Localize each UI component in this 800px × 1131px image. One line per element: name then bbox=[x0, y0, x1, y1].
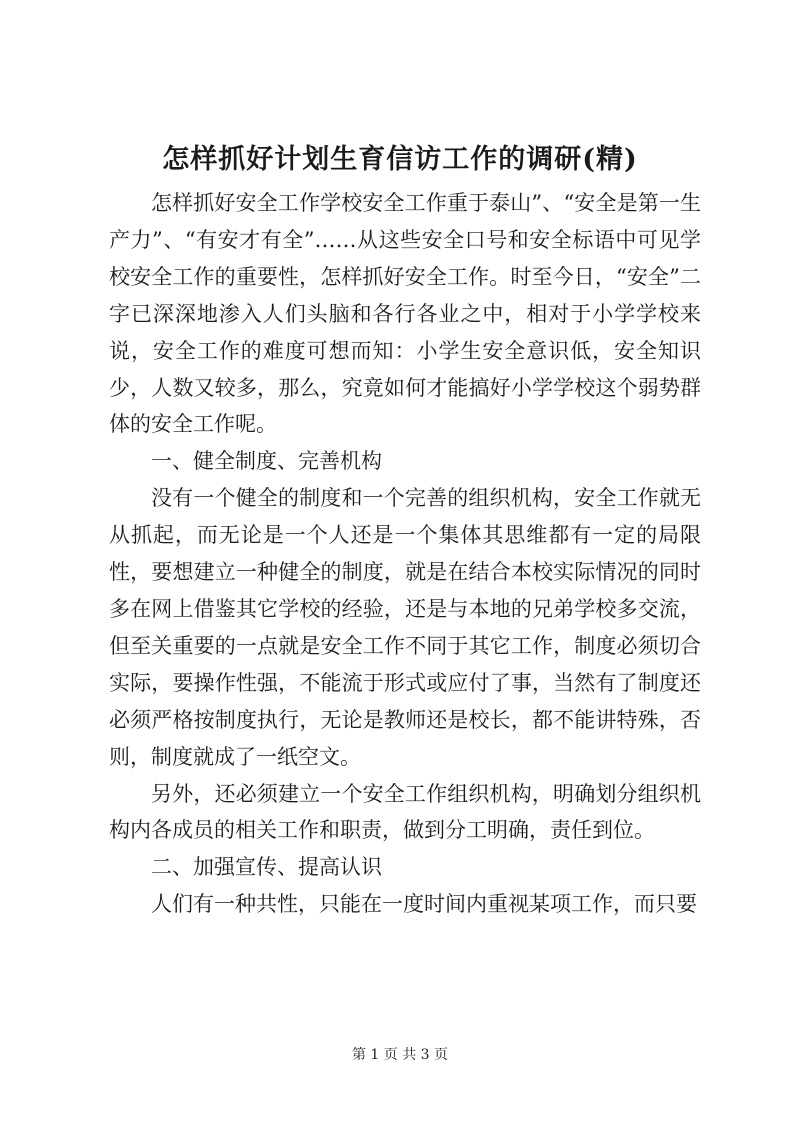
body-paragraph-awareness: 人们有一种共性，只能在一度时间内重视某项工作，而只要 bbox=[151, 892, 697, 917]
section-heading-1: 一、健全制度、完善机构 bbox=[151, 449, 382, 474]
body-paragraph-system: 没有一个健全的制度和一个完善的组织机构，安全工作就无从抓起，而无论是一个人还是一个集体其思维都有一定的局限性，要想建立一种健全的制度，就是在结合本校实际情况的同时多在网上借鉴其它学校的经验，还是与本地的兄弟学校多交流，但至关重要的一点就是安全工作不同于其它工作，制度必须切合实际，要操作性强，不能流于形式或应付了事，当然有了制度还必须严格按制度执行，无论是教师还是校长，都不能讲特殊，否则，制度就成了一纸空文。 bbox=[109, 486, 701, 769]
page-number-footer: 第 1 页 共 3 页 bbox=[351, 1047, 449, 1063]
section-heading-2: 二、加强宣传、提高认识 bbox=[151, 855, 382, 880]
document-title: 怎样抓好计划生育信访工作的调研(精) bbox=[162, 144, 638, 175]
document-body bbox=[109, 185, 701, 923]
body-paragraph-organization: 另外，还必须建立一个安全工作组织机构，明确划分组织机构内各成员的相关工作和职责，做到分工明确，责任到位。 bbox=[109, 781, 701, 843]
body-paragraph-intro: 怎样抓好安全工作学校安全工作重于泰山”、“安全是第一生产力”、“有安才有全”……从这些安全口号和安全标语中可见学校安全工作的重要性，怎样抓好安全工作。时至今日，“安全”二字已深深地渗入人们头脑和各行各业之中，相对于小学学校来说，安全工作的难度可想而知：小学生安全意识低，安全知识少，人数又较多，那么，究竟如何才能搞好小学学校这个弱势群体的安全工作呢。 bbox=[109, 191, 701, 437]
